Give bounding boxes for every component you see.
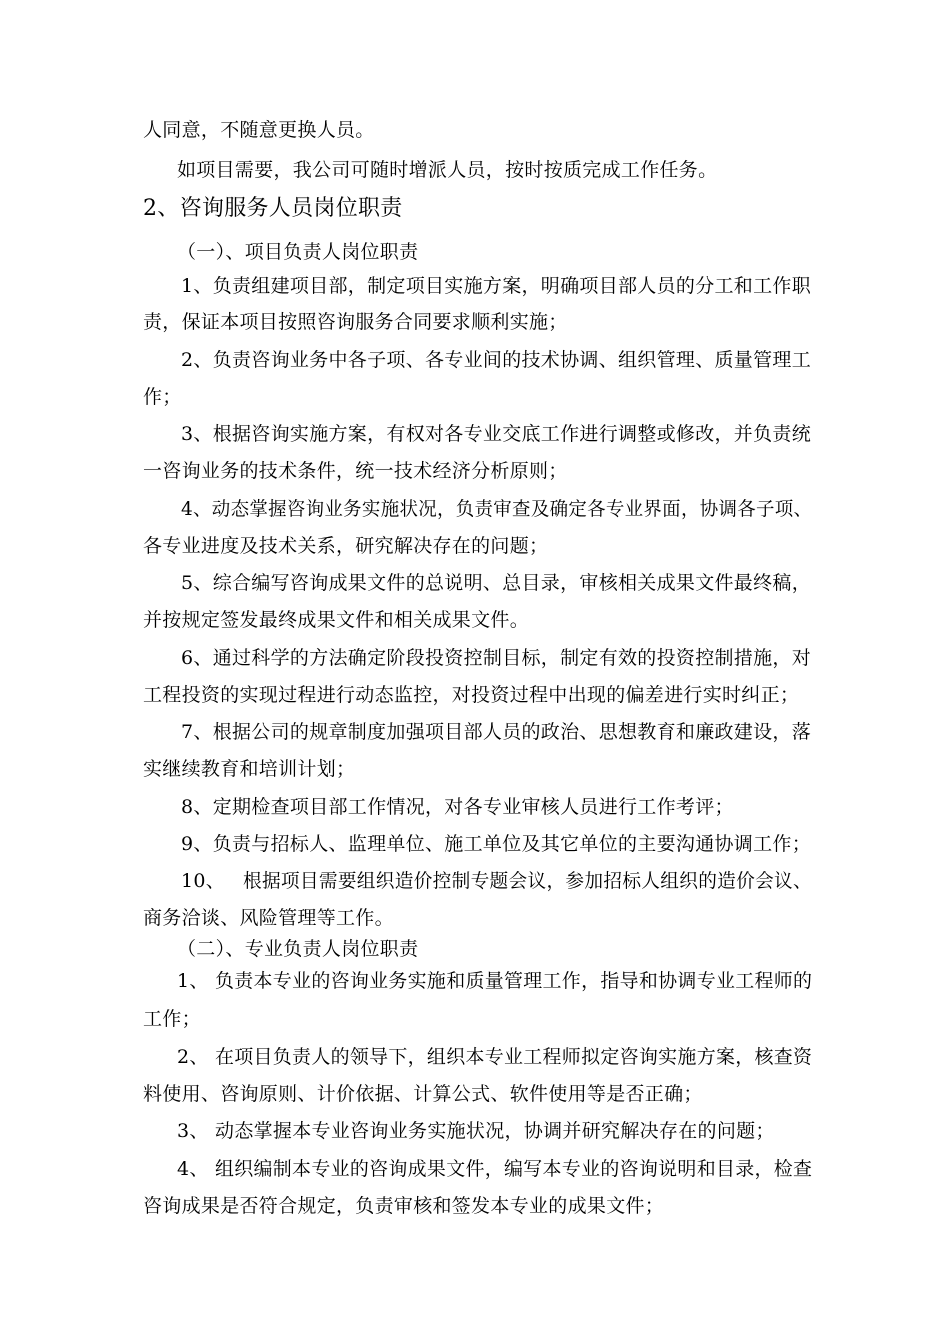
text-line: 根据项目需要组织造价控制专题会议，参加招标人组织的造价会议、 xyxy=(243,870,812,892)
text-line: 责，保证本项目按照咨询服务合同要求顺利实施； xyxy=(143,311,568,333)
text-line: 8、定期检查项目部工作情况，对各专业审核人员进行工作考评； xyxy=(181,796,734,818)
text-line: 9、负责与招标人、监理单位、施工单位及其它单位的主要沟通协调工作； xyxy=(181,833,811,855)
text-line: 一咨询业务的技术条件，统一技术经济分析原则； xyxy=(143,460,568,482)
text-line: 1、负责组建项目部，制定项目实施方案，明确项目部人员的分工和工作职 xyxy=(181,275,811,297)
text-line: 实继续教育和培训计划； xyxy=(143,758,356,780)
subsection-heading: （一）、项目负责人岗位职责 xyxy=(177,241,419,263)
text-line: 咨询成果是否符合规定，负责审核和签发本专业的成果文件； xyxy=(143,1195,665,1217)
item-number: 10、 xyxy=(181,870,226,892)
text-line: 3、 动态掌握本专业咨询业务实施状况，协调并研究解决存在的问题； xyxy=(177,1120,775,1142)
text-line: 1、 负责本专业的咨询业务实施和质量管理工作，指导和协调专业工程师的 xyxy=(177,970,813,992)
text-line: 工作； xyxy=(143,1008,201,1030)
text-line: 4、动态掌握咨询业务实施状况，负责审查及确定各专业界面，协调各子项、 xyxy=(181,498,813,520)
subsection-heading: （二）、专业负责人岗位职责 xyxy=(177,938,419,960)
text-line: 并按规定签发最终成果文件和相关成果文件。 xyxy=(143,609,530,631)
text-line: 6、通过科学的方法确定阶段投资控制目标，制定有效的投资控制措施，对 xyxy=(181,647,811,669)
text-line: 如项目需要，我公司可随时增派人员，按时按质完成工作任务。 xyxy=(177,159,718,181)
text-line: 料使用、咨询原则、计价依据、计算公式、软件使用等是否正确； xyxy=(143,1083,703,1105)
text-line: 商务洽谈、风险管理等工作。 xyxy=(143,907,394,929)
text-line: 2、 在项目负责人的领导下，组织本专业工程师拟定咨询实施方案，核查资 xyxy=(177,1046,813,1068)
text-line: 7、根据公司的规章制度加强项目部人员的政治、思想教育和廉政建设，落 xyxy=(181,721,811,743)
text-line: 3、根据咨询实施方案，有权对各专业交底工作进行调整或修改，并负责统 xyxy=(181,423,811,445)
text-line: 4、 组织编制本专业的咨询成果文件，编写本专业的咨询说明和目录，检查 xyxy=(177,1158,813,1180)
text-line: 各专业进度及技术关系，研究解决存在的问题； xyxy=(143,535,549,557)
text-line: 5、综合编写咨询成果文件的总说明、总目录，审核相关成果文件最终稿， xyxy=(181,572,811,594)
text-line: 2、负责咨询业务中各子项、各专业间的技术协调、组织管理、质量管理工 xyxy=(181,349,811,371)
text-line: 作； xyxy=(143,386,182,408)
text-line: 人同意，不随意更换人员。 xyxy=(143,119,375,141)
section-heading: 2、咨询服务人员岗位职责 xyxy=(143,196,403,221)
text-line: 工程投资的实现过程进行动态监控，对投资过程中出现的偏差进行实时纠正； xyxy=(143,684,800,706)
